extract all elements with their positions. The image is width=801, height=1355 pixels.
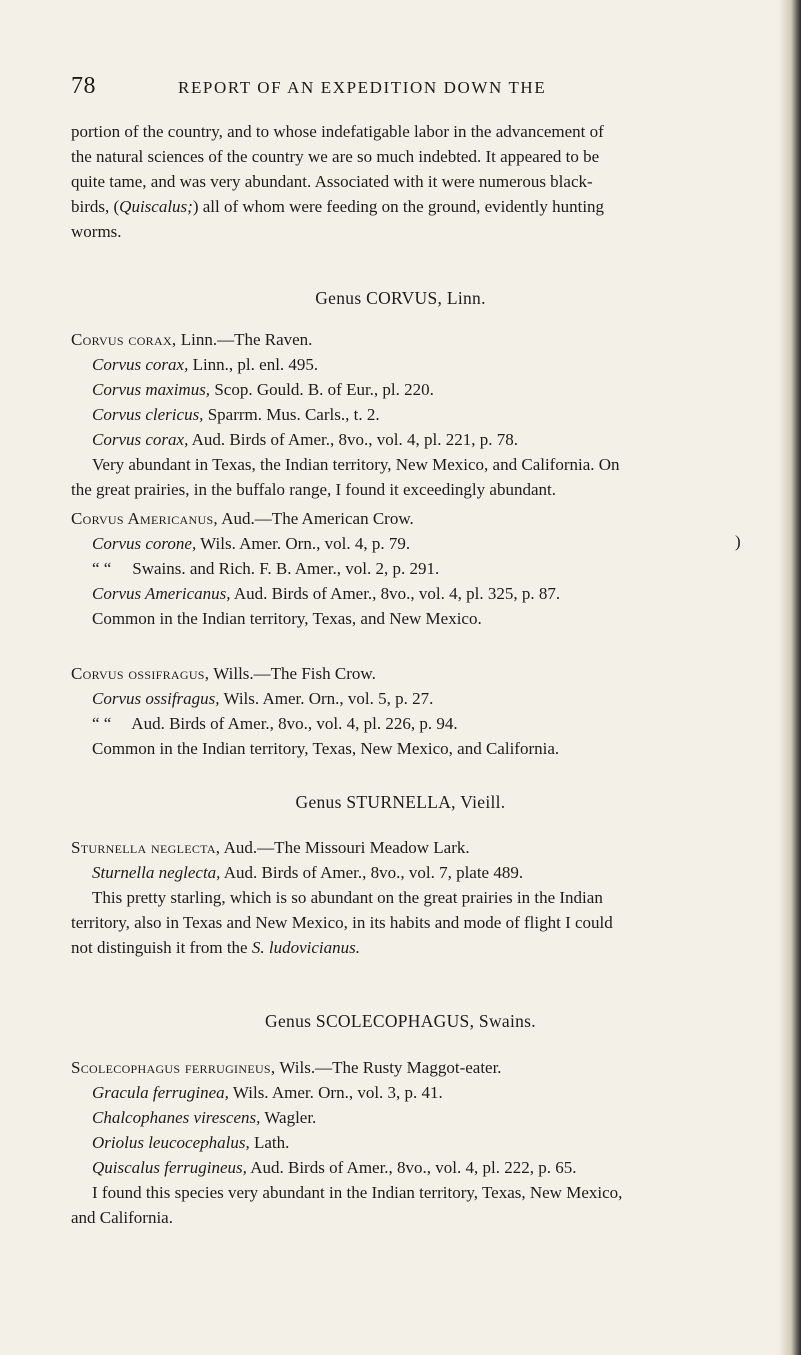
synonym: Corvus corax, Linn., pl. enl. 495. (92, 355, 319, 374)
genus-heading-sturnella: Genus STURNELLA, Vieill. (295, 792, 506, 812)
species-note: This pretty starling, which is so abundant on the great prairies in the Indian (92, 888, 603, 907)
species-title: Sturnella neglecta, Aud.—The Missouri Meadow Lark. (71, 838, 470, 857)
synonym: Corvus Americanus, Aud. Birds of Amer., 8vo., vol. 4, pl. 325, p. 87. (92, 584, 561, 603)
species-title: Scolecophagus ferrugineus, Wils.—The Rusty Maggot-eater. (71, 1058, 502, 1077)
intro-paragraph (71, 119, 749, 244)
synonym: Corvus clericus, Sparrm. Mus. Carls., t. 2. (92, 405, 380, 424)
species-entry-fish-crow (71, 661, 749, 761)
species-entry-rusty-maggot-eater (71, 1055, 749, 1230)
synonym: Quiscalus ferrugineus, Aud. Birds of Amer., 8vo., vol. 4, pl. 222, p. 65. (92, 1158, 577, 1177)
synonym: Corvus maximus, Scop. Gould. B. of Eur., pl. 220. (92, 380, 434, 399)
synonym: “ “ Swains. and Rich. F. B. Amer., vol. 2, p. 291. (71, 556, 749, 581)
synonym: Sturnella neglecta, Aud. Birds of Amer., 8vo., vol. 7, plate 489. (92, 863, 524, 882)
intro-line: quite tame, and was very abundant. Associated with it were numerous black- (71, 172, 593, 191)
species-note: Very abundant in Texas, the Indian territory, New Mexico, and California. On (92, 455, 620, 474)
intro-line: worms. (71, 222, 122, 241)
species-note: Common in the Indian territory, Texas, New Mexico, and California. (92, 739, 560, 758)
intro-line: portion of the country, and to whose indefatigable labor in the advancement of (71, 122, 604, 141)
page-header (0, 73, 801, 105)
species-reference: S. ludovicianus. (251, 938, 360, 957)
intro-line: the natural sciences of the country we are so much indebted. It appeared to be (71, 147, 600, 166)
running-head: REPORT OF AN EXPEDITION DOWN THE (178, 78, 547, 97)
synonym: Oriolus leucocephalus, Lath. (92, 1133, 290, 1152)
species-note: Common in the Indian territory, Texas, and New Mexico. (92, 609, 482, 628)
species-note: and California. (71, 1208, 173, 1227)
genus-heading-corvus: Genus CORVUS, Linn. (315, 288, 486, 308)
synonym: “ “ Aud. Birds of Amer., 8vo., vol. 4, pl. 226, p. 94. (71, 711, 749, 736)
species-note: I found this species very abundant in the Indian territory, Texas, New Mexico, (92, 1183, 623, 1202)
synonym: Chalcophanes virescens, Wagler. (92, 1108, 317, 1127)
species-note: territory, also in Texas and New Mexico, in its habits and mode of flight I could (71, 913, 613, 932)
synonym: Corvus corax, Aud. Birds of Amer., 8vo., vol. 4, pl. 221, p. 78. (92, 430, 518, 449)
species-title: Corvus corax, Linn.—The Raven. (71, 330, 313, 349)
species-note: the great prairies, in the buffalo range, I found it exceedingly abundant. (71, 480, 556, 499)
synonym: Corvus ossifragus, Wils. Amer. Orn., vol. 5, p. 27. (92, 689, 434, 708)
species-entry-meadow-lark (71, 835, 749, 960)
margin-bracket: ) (735, 532, 741, 551)
genus-reference: Quiscalus; (119, 197, 193, 216)
intro-line: birds, (Quiscalus;) all of whom were feeding on the ground, evidently hunting (71, 197, 605, 216)
synonym: Corvus corone, Wils. Amer. Orn., vol. 4, p. 79. (92, 534, 411, 553)
ditto-marks: “ “ (92, 714, 112, 733)
page-number: 78 (71, 73, 96, 99)
species-entry-american-crow (71, 506, 749, 631)
species-entry-raven (71, 327, 749, 502)
genus-heading-scolecophagus: Genus SCOLECOPHAGUS, Swains. (265, 1011, 536, 1031)
ditto-marks: “ “ (92, 559, 112, 578)
synonym: Gracula ferruginea, Wils. Amer. Orn., vol. 3, p. 41. (92, 1083, 443, 1102)
species-note: not distinguish it from the S. ludovicianus. (71, 938, 360, 957)
species-title: Corvus ossifragus, Wills.—The Fish Crow. (71, 664, 376, 683)
species-title: Corvus Americanus, Aud.—The American Crow. (71, 509, 414, 528)
page-edge-shadow (779, 0, 801, 1355)
